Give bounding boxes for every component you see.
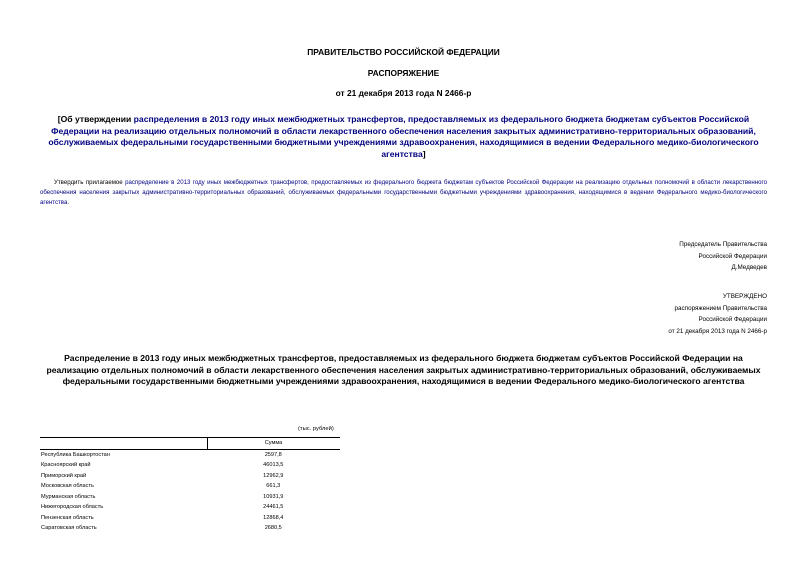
header-sum: Сумма	[207, 438, 340, 450]
signature-line-3: Д.Медведев	[731, 264, 767, 272]
table-row	[40, 481, 340, 492]
paragraph-link[interactable]: распределение в 2013 году иных межбюджетных трансфертов, предоставляемых из федерального бюджета бюджетам субъектов Российской Федерации на реализацию отдельных полномочий в области лекарственного обеспечения населения закрытых административно-территориальных образований, обслуживаемых федеральными государственными бюджетными учреждениями здравоохранения, находящимися в ведении Федерального медико-биологического агентства	[40, 179, 767, 206]
table-row	[40, 471, 340, 482]
region-sum: 12868,4	[263, 514, 284, 521]
region-name: Красноярский край	[41, 462, 91, 469]
region-name: Приморский край	[41, 472, 87, 479]
title-link[interactable]: распределения в 2013 году иных межбюджетных трансфертов, предоставляемых из федерального бюджета бюджетам субъектов Российской Федерации на реализацию отдельных полномочий в области лекарственного обеспечения населения закрытых административно-территориальных образований, обслуживаемых федеральными государственными бюджетными учреждениями здравоохранения, находящимися в ведении Федерального медико-биологического агентства	[48, 114, 759, 159]
signature-block	[679, 239, 767, 274]
approval-line-4: от 21 декабря 2013 года N 2466-р	[668, 328, 767, 336]
table-header-row	[40, 438, 340, 450]
region-sum: 24461,5	[263, 504, 284, 511]
table-row	[40, 449, 340, 460]
region-name: Республика Башкортостан	[41, 451, 110, 458]
table-row	[40, 523, 340, 534]
region-name: Нижегородская область	[41, 504, 104, 511]
approval-block	[668, 291, 767, 338]
region-sum: 2680,5	[264, 525, 282, 532]
distribution-title: Распределение в 2013 году иных межбюджетных трансфертов, предоставляемых из федерального бюджета бюджетам субъектов Российской Федерации на реализацию отдельных полномочий в области лекарственного обеспечения населения закрытых административно-территориальных образований, обслуживаемых федеральными государственными бюджетными учреждениями здравоохранения, находящимися в ведении Федерального медико-биологического агентства	[46, 353, 761, 386]
government-heading: ПРАВИТЕЛЬСТВО РОССИЙСКОЙ ФЕДЕРАЦИИ	[307, 47, 500, 57]
approval-line-2: распоряжением Правительства	[674, 304, 767, 312]
region-sum: 2597,8	[264, 451, 282, 458]
document-date: от 21 декабря 2013 года N 2466-р	[335, 88, 472, 98]
table-row	[40, 502, 340, 513]
approval-line-1: УТВЕРЖДЕНО	[722, 293, 767, 300]
region-name: Саратовская область	[41, 525, 97, 532]
region-sum: 46013,5	[263, 462, 284, 469]
approval-line-3: Российской Федерации	[698, 316, 767, 324]
region-name: Пензенская область	[41, 514, 94, 521]
paragraph-prefix: Утвердить прилагаемое	[54, 179, 126, 186]
title-prefix: [Об утверждении	[57, 114, 134, 124]
document-title	[40, 114, 767, 160]
distribution-table	[40, 437, 340, 534]
table-row	[40, 513, 340, 524]
region-sum: 10931,9	[263, 493, 284, 500]
region-sum: 12962,9	[263, 472, 284, 479]
document-kind: РАСПОРЯЖЕНИЕ	[367, 68, 440, 78]
resolution-paragraph	[40, 178, 767, 208]
paragraph-suffix: .	[67, 199, 70, 206]
table-row	[40, 492, 340, 503]
units-label: (тыс. рублей)	[298, 426, 334, 432]
signature-line-2: Российской Федерации	[698, 252, 767, 260]
title-suffix: ]	[422, 148, 426, 159]
region-name: Мурманская область	[41, 493, 96, 500]
region-sum: 661,3	[266, 483, 281, 490]
signature-line-1: Председатель Правительства	[679, 241, 767, 248]
header-region	[40, 438, 207, 450]
table-row	[40, 460, 340, 471]
region-name: Московская область	[41, 483, 94, 490]
